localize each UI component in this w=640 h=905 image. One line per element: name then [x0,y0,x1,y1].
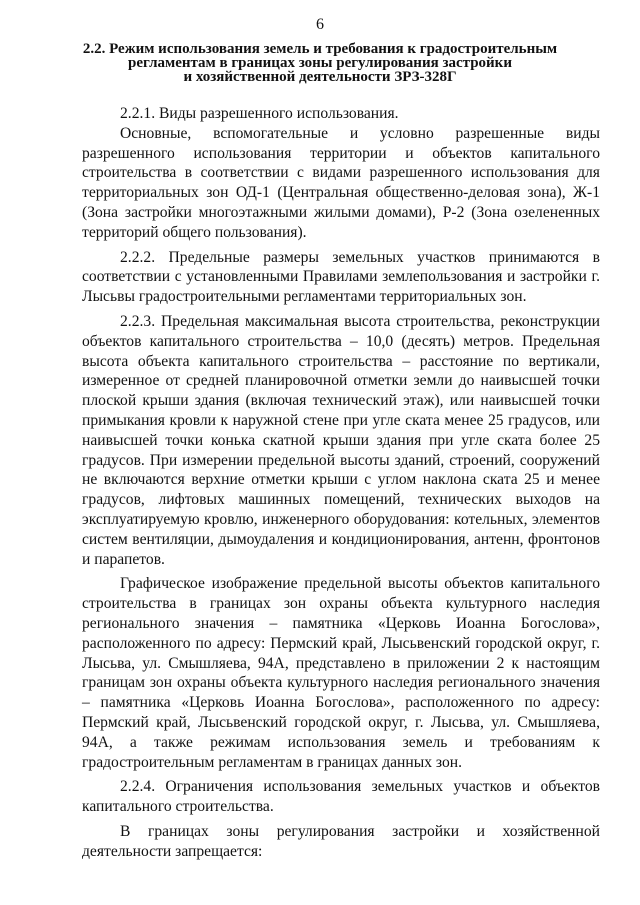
paragraph-2-2-4: 2.2.4. Ограничения использования земельных участков и объектов капитального строительства. [82,778,600,816]
heading-line-2: регламентам в границах зоны регулирования застройки [128,55,512,71]
paragraph-permitted-uses: Основные, вспомогательные и условно разрешенные виды разрешенного использования территории и объектов капитального строительства в соответствии с видами разрешенного использования для территориальных зон ОД-1 (Центральная общественно-деловая зона), Ж-1 (Зона застройки многоэтажными жилыми домами), Р-2 (Зона озелененных территорий общего пользования). [82,124,600,241]
section-heading [60,42,580,84]
page-number: 6 [316,16,324,33]
paragraph-2-2-1: 2.2.1. Виды разрешенного использования. [120,105,399,122]
heading-line-1: 2.2. Режим использования земель и требования к градостроительным [82,41,558,57]
paragraph-2-2-3: 2.2.3. Предельная максимальная высота строительства, реконструкции объектов капитального строительства – 10,0 (десять) метров. Предельная высота объекта капитального строительства – расстояние по вертикали, измеренное от средней планировочной отметки земли до наивысшей точки плоской крыши здания (включая технический этаж), или наивысшей точки примыкания кровли к наружной стене при угле ската менее 25 градусов, или наивысшей точки конька скатной крыши здания при угле ската более 25 градусов. При измерении предельной высоты зданий, строений, сооружений не включаются верхние отметки крыши с углом наклона ската 25 и менее градусов, лифтовых машинных помещений, технических выходов на эксплуатируемую кровлю, инженерного оборудования: котельных, элементов систем вентиляции, дымоудаления и кондиционирования, антенн, фронтонов и парапетов. [82,312,600,568]
paragraph-2-2-2: 2.2.2. Предельные размеры земельных участков принимаются в соответствии с установленными Правилами землепользования и застройки г. Лысьвы градостроительными регламентами территориальных зон. [82,248,600,306]
paragraph-prohibited: В границах зоны регулирования застройки и хозяйственной деятельности запрещается: [82,822,600,860]
paragraph-graphic-height: Графическое изображение предельной высоты объектов капитального строительства в границах зон охраны объекта культурного наследия регионального значения – памятника «Церковь Иоанна Богослова», расположенного по адресу: Пермский край, Лысьвенский городской округ, г. Лысьва, ул. Смышляева, 94А, представлено в приложении 2 к настоящим границам зон охраны объекта культурного наследия регионального значения – памятника «Церковь Иоанна Богослова», расположенного по адресу: Пермский край, Лысьвенский городской округ, г. Лысьва, ул. Смышляева, 94А, а также режимам использования земель и требованиям к градостроительным регламентам в границах данных зон. [82,575,600,771]
document-body [82,104,600,861]
heading-line-3: и хозяйственной деятельности ЗРЗ-328Г [183,69,457,85]
